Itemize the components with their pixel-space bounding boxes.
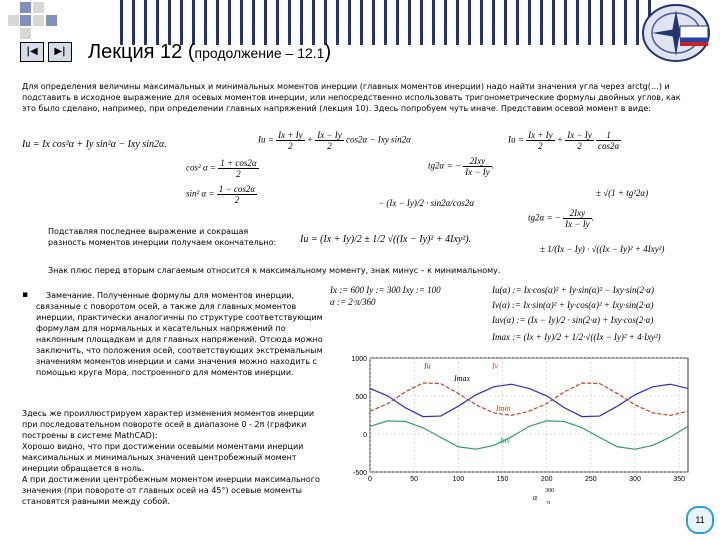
x-tick-label: 0 <box>368 476 372 483</box>
deco-square <box>20 15 31 26</box>
formula-sin-squared: sin² α = $\frac{1 - \cos 2\alpha}{2}$ <box>186 184 256 205</box>
y-tick-label: 1000 <box>351 356 367 363</box>
remark-paragraph: Замечание. Полученные формулы для моментов инерции, связанные с поворотом осей, а также для главных моментов инерции, практически аналогичны по структуре соответствующим формулам для нормальных и касательных напряжений по наклонным площадкам и для главных напряжений. Отсюда можно заключить, что положения осей, соответствующих экстремальным значениям моментов инерции и сами значения можно находить с помощью круга Мора, построенного для моментов инерции. <box>36 291 323 377</box>
moments-chart <box>336 352 696 512</box>
formula-minus-term: − (Ix − Iy)/2 · sin2α/cos2α <box>378 198 475 208</box>
deco-square <box>46 15 57 26</box>
x-tick-label: 50 <box>410 476 419 483</box>
x-tick-label: 150 <box>496 476 509 483</box>
x-axis-label-den: π <box>547 500 551 506</box>
x-tick-label: 200 <box>540 476 553 483</box>
mathcad-line: Iuv(α) := (Ix − Iy)/2 · sin(2·α) + Ixy·cos(2·α) <box>492 315 654 325</box>
x-axis-label-top: 300 <box>545 488 554 494</box>
annotation-label: Imin <box>496 404 511 414</box>
y-tick-label: 500 <box>355 394 367 401</box>
substitution-note: Подставляя последнее выражение и сокращая разность моментов инерции получаем окончательно: <box>48 227 277 247</box>
annotation-label: Imax <box>454 373 470 383</box>
x-tick-label: 350 <box>673 476 686 483</box>
formula-tg2a: tg2α = − $\frac{\text{2Ixy}}{Ix - Iy}$ . <box>428 156 494 177</box>
header-stripe-band <box>120 0 660 45</box>
formula-tg2a-repeat: tg2α = − $\frac{\text{2Ixy}}{Ix - Iy}$ . <box>528 208 594 229</box>
mathcad-line: Imax := (Ix + Iy)/2 + 1/2·√((Ix − Iy)² + 4·Ixy²) <box>492 332 661 342</box>
sign-note: Знак плюс перед вторым слагаемым относится к максимальному моменту, знак минус – к минимальному. <box>48 266 501 275</box>
page-number: 11 <box>686 506 714 534</box>
formula-final: Iu = (Ix + Iy)/2 ± 1/2 √((Ix − Iy)² + 4Ixy²). <box>300 234 472 245</box>
x-tick-label: 100 <box>452 476 465 483</box>
x-tick-label: 250 <box>584 476 597 483</box>
deco-square <box>33 15 44 26</box>
y-tick-label: 0 <box>363 432 367 439</box>
annotation-label: Iu <box>424 361 431 371</box>
x-tick-label: 300 <box>629 476 641 483</box>
formula-iu-expanded: Iu = $\frac{Ix + Iy}{2}$ + $\frac{Ix - Iy}{2}$ cos2α − Ixy sin2α <box>258 130 411 151</box>
intro-paragraph: Для определения величины максимальных и минимальных моментов инерции (главных моментов инерции) надо найти значения угла через arctg(…) и подставить в исходное выражение для осевых моментов инерции, или непосредственно использовать тригонометрические формулы двойных углов, как это было сделано, например, при определении главных напряжений (лекция 10). Здесь попробуем чуть иначе. Представим осевой момент в виде: <box>22 82 681 113</box>
formula-iu-definition: Iu = Ix cos²α + Iy sin²α − Ixy sin2α. <box>22 139 167 150</box>
bullet-icon: ▪ <box>22 290 29 300</box>
plot-area <box>370 358 688 472</box>
mathcad-line: Iu(α) := Ix·cos(α)² + Iy·sin(α)² − Ixy·sin(2·α) <box>492 285 654 295</box>
annotation-label: Iuv <box>500 436 511 446</box>
mathcad-line: Iv(α) := Ix·sin(α)² + Iy·cos(α)² + Ixy·sin(2·α) <box>492 300 654 310</box>
formula-sqrt-term: ± √(1 + tg²2α) <box>596 188 649 198</box>
y-tick-label: -500 <box>352 470 367 477</box>
deco-square <box>20 2 31 13</box>
deco-square <box>20 28 31 39</box>
deco-square <box>33 2 44 13</box>
first-slide-button[interactable]: |◀ <box>20 42 44 62</box>
mathcad-params: Ix := 600 Iy := 300 Ixy := 100 <box>330 285 441 295</box>
mathcad-alpha: α := 2·π/360 <box>330 297 376 307</box>
deco-square <box>8 15 19 26</box>
university-logo-icon <box>640 2 712 64</box>
formula-pm-term: ± 1/(Ix − Iy) · √((Ix − Iy)² + 4Ixy²) <box>540 244 665 254</box>
annotation-label: Iv <box>492 361 499 371</box>
formula-cos-squared: cos² α = $\frac{1 + \cos 2\alpha}{2}$ <box>186 158 257 179</box>
mathcad-worksheet <box>326 283 694 352</box>
x-axis-label-symbol: α <box>533 493 538 502</box>
illustration-paragraph: Здесь же проиллюстрируем характер изменения моментов инерции при последовательном повороте осей в диапазоне 0 - 2π (графики построены в системе MathCAD): Хорошо видно, что при достижении осевыми моментами инерции максимальных и минимальных значений центробежный момент инерции обращается в ноль. А при достижении центробежным моментом инерции максимального значения (при повороте от главных осей на 45°) осевые моменты становятся равными между собой. <box>22 409 320 506</box>
formula-iu-cos-form: Iu = $\frac{Ix + Iy}{2}$ + $\frac{Ix - Iy}{2}$ $\frac{1}{\cos 2\alpha}$ <box>508 130 620 151</box>
last-slide-button[interactable]: ▶| <box>48 42 72 62</box>
page-title: Лекция 12 (продолжение – 12.1) <box>88 41 332 63</box>
